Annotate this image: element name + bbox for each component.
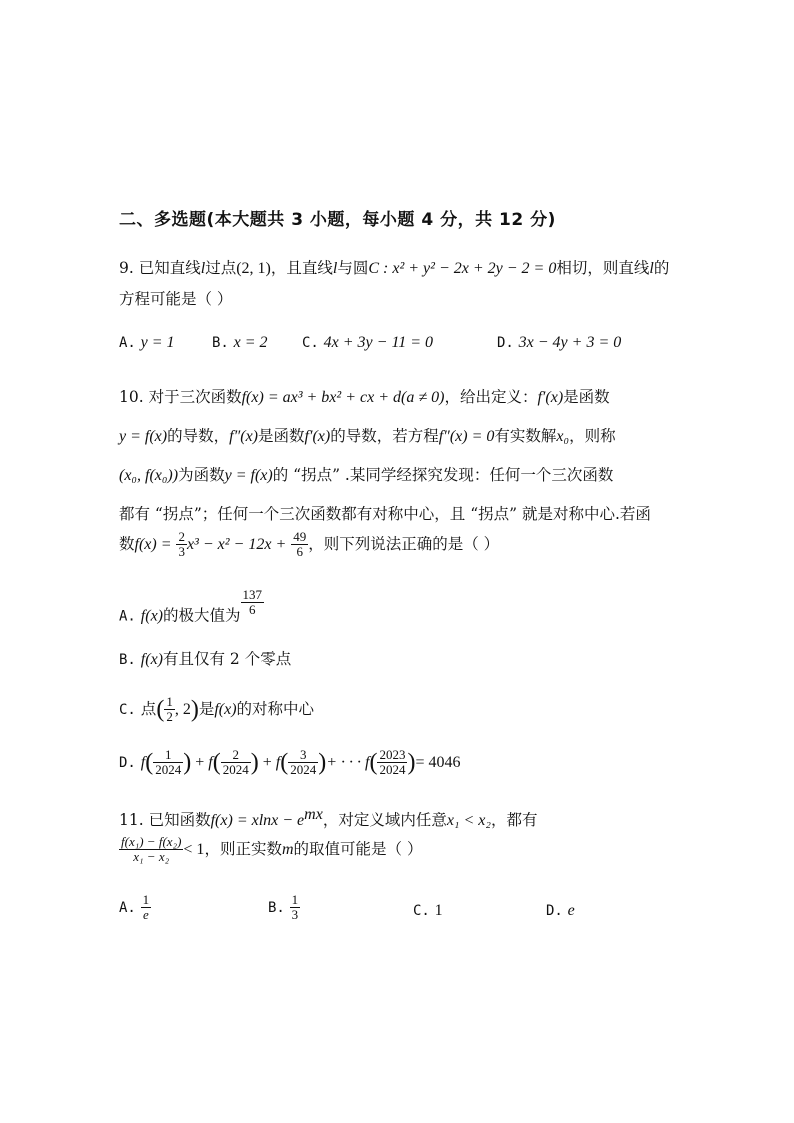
option-text: 3x − 4y + 3 = 0 <box>518 334 622 351</box>
option-label: B. <box>119 652 136 668</box>
q10-option-d: D. f( $\frac{1}{2024}$ ) + f( $\frac{2}{2024}$ ) + f( $\frac{3}{2024}$ )+ · · · f( $\frac{2023}{2024}$ )= 4046 <box>119 747 461 778</box>
fraction <box>377 748 407 778</box>
option-func: f(x) <box>214 700 237 718</box>
q10-text: ，则下列说法正确的是（ ） <box>308 534 500 553</box>
option-func: f <box>208 753 213 771</box>
option-text: 的极大值为 <box>163 606 241 625</box>
q9-option-b <box>212 333 268 352</box>
numerator: 2 <box>178 529 185 544</box>
option-label: B. <box>268 899 285 916</box>
denominator: x₁ − x₂ <box>133 849 170 865</box>
q9-number: 9. <box>119 259 134 277</box>
q10-text: 是函数 <box>563 388 610 406</box>
numerator: 1 <box>142 892 150 907</box>
option-result: = 4046 <box>415 753 461 771</box>
q9-text: ，且直线 <box>270 259 333 277</box>
q9-text: 过点 <box>205 259 237 277</box>
numerator: 3 <box>288 748 318 763</box>
q11-text: 的取值可能是（ ） <box>293 839 423 858</box>
q10-func: y = f(x) <box>119 428 168 445</box>
q10-func: x³ − x² − 12x + <box>186 535 287 553</box>
q11-text: 已知函数 <box>148 811 211 830</box>
denominator: e <box>143 907 149 923</box>
q10-equation: f″(x) = 0 <box>438 428 495 445</box>
q11-var-m: m <box>281 840 294 858</box>
denominator: 2024 <box>379 762 406 778</box>
option-func: f(x) <box>140 651 163 668</box>
q9-line-var: l <box>200 260 206 277</box>
q11-line1 <box>119 806 537 830</box>
q10-text: 数 <box>119 534 135 553</box>
q10-text: ，给出定义： <box>444 388 538 406</box>
q11-number: 11. <box>119 811 144 830</box>
q9-option-c <box>302 333 433 352</box>
numerator: f(x₁) − f(x₂) <box>121 834 182 849</box>
option-text: 有且仅有 2 个零点 <box>163 650 292 668</box>
denominator: 2024 <box>155 762 182 778</box>
q10-line3 <box>119 463 613 485</box>
q9-point: (2, 1) <box>236 260 271 277</box>
q10-x0: x₀ <box>556 428 570 445</box>
numerator: 137 <box>242 587 263 602</box>
option-text: 1 <box>434 902 443 919</box>
numerator: 2 <box>221 748 251 763</box>
denominator: 3 <box>291 907 299 923</box>
denominator: 2 <box>166 709 173 725</box>
option-label: C. <box>302 335 319 351</box>
option-label: C. <box>119 701 136 718</box>
option-label: A. <box>119 608 136 625</box>
q11-inequality: < 1 <box>183 840 205 858</box>
option-point: , 2 <box>174 700 191 718</box>
q11-text: ，对定义域内任意 <box>322 811 447 830</box>
option-text: 点 <box>140 699 157 718</box>
fraction <box>288 748 318 778</box>
option-label: D. <box>497 335 514 351</box>
q9-option-d <box>497 333 621 352</box>
q10-derivative: f′(x) <box>537 389 564 406</box>
q10-text: 为函数 <box>178 466 225 484</box>
q10-option-b <box>119 647 291 669</box>
option-text: 4x + 3y − 11 = 0 <box>323 334 434 351</box>
option-text: x = 2 <box>233 334 268 351</box>
fraction <box>176 530 187 560</box>
q9-option-a <box>119 333 175 352</box>
q11-option-a <box>119 893 151 923</box>
option-label: D. <box>119 754 136 771</box>
option-text: 的对称中心 <box>236 699 315 718</box>
fraction <box>221 748 251 778</box>
q11-exponent: mx <box>304 806 323 823</box>
denominator: 3 <box>178 544 185 560</box>
q10-option-a <box>119 588 264 625</box>
option-label: A. <box>119 335 136 351</box>
q10-text: ，则称 <box>569 427 616 445</box>
q10-text: 有实数解 <box>494 427 557 445</box>
q9-text: 与圆 <box>337 259 369 277</box>
q10-text: 是函数 <box>258 427 305 445</box>
q10-func: f(x) = <box>134 535 172 553</box>
option-func: f <box>140 753 146 771</box>
fraction <box>290 893 301 923</box>
option-label: A. <box>119 899 136 916</box>
denominator: 2024 <box>290 762 317 778</box>
q9-circle-eq: C : x² + y² − 2x + 2y − 2 = 0 <box>368 260 557 277</box>
section-heading: 二、多选题(本大题共 3 小题，每小题 4 分，共 12 分) <box>119 210 556 230</box>
q11-text: ，都有 <box>490 811 538 830</box>
q11-text: ，则正实数 <box>204 839 282 858</box>
q9-line1 <box>119 256 669 278</box>
option-label: B. <box>212 335 229 351</box>
q9-line2: 方程可能是（ ） <box>119 290 233 308</box>
q11-option-d <box>546 901 575 920</box>
q10-line2 <box>119 424 616 446</box>
q10-number: 10. <box>119 388 144 406</box>
q10-func: y = f(x) <box>224 467 273 484</box>
q11-option-b <box>268 893 300 923</box>
fraction <box>141 893 152 923</box>
q10-line4: 都有 “拐点”；任何一个三次函数都有对称中心，且 “拐点” 就是对称中心.若函 <box>119 505 651 523</box>
q10-text: 的导数， <box>167 427 230 445</box>
q10-line5 <box>119 530 499 560</box>
option-func: f(x) <box>140 607 163 625</box>
fraction <box>119 835 183 865</box>
option-text: 是 <box>198 699 215 718</box>
fraction <box>164 695 175 725</box>
q10-text: 的导数，若方程 <box>330 427 439 445</box>
q9-line-var: l <box>649 260 654 277</box>
q11-option-c <box>413 901 443 920</box>
option-text: y = 1 <box>140 334 175 351</box>
q9-text: 相切，则直线 <box>556 259 650 277</box>
numerator: 49 <box>293 529 307 544</box>
numerator: 1 <box>153 748 183 763</box>
q10-derivative: f′(x) <box>304 428 331 445</box>
q9-text: 已知直线 <box>138 259 201 277</box>
q10-text: 的 “拐点” .某同学经探究发现：任何一个三次函数 <box>272 466 614 484</box>
q9-line-var: l <box>332 260 338 277</box>
q10-option-c: C. 点( $\frac{1}{2}$ , 2)是f(x)的对称中心 <box>119 694 315 725</box>
q9-text: 的 <box>653 259 670 277</box>
q11-inequality: x₁ < x₂ <box>446 812 491 830</box>
option-dots: + · · · f <box>326 753 370 771</box>
q10-text: 对于三次函数 <box>148 388 242 406</box>
denominator: 2024 <box>222 762 249 778</box>
q10-line1 <box>119 385 610 407</box>
denominator: 6 <box>296 544 303 560</box>
q10-cubic: f(x) = ax³ + bx² + cx + d(a ≠ 0) <box>241 389 445 406</box>
q10-point: (x₀, f(x₀)) <box>119 467 179 484</box>
option-text: e <box>567 902 575 919</box>
numerator: 2023 <box>379 747 406 762</box>
q11-func: f(x) = xlnx − e <box>210 812 305 830</box>
option-label: D. <box>546 903 563 919</box>
q10-second-derivative: f″(x) <box>229 428 258 445</box>
option-label: C. <box>413 903 430 919</box>
numerator: 1 <box>291 892 299 907</box>
option-func: f <box>275 753 281 771</box>
fraction <box>241 588 265 618</box>
fraction <box>291 530 308 560</box>
fraction <box>153 748 183 778</box>
q11-line2 <box>119 835 422 865</box>
denominator: 6 <box>249 602 256 618</box>
numerator: 1 <box>166 694 173 709</box>
